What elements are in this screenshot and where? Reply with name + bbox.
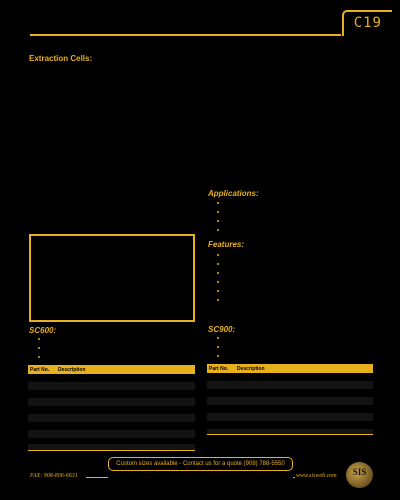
list-item — [217, 278, 223, 287]
list-item — [217, 199, 223, 208]
table-row — [207, 381, 373, 389]
fax-number: FAX: 908-806-6631 — [30, 473, 78, 479]
column-header-description: Description — [58, 366, 86, 373]
table-row — [207, 397, 373, 405]
table-row — [207, 389, 373, 397]
sc600-title: SC600: — [29, 326, 57, 335]
column-header-part-no: Part No. — [30, 366, 50, 373]
table-row — [28, 382, 195, 390]
applications-list — [217, 199, 223, 235]
features-list — [217, 251, 223, 305]
list-item — [38, 335, 44, 344]
table-row — [28, 390, 195, 398]
list-item — [217, 269, 223, 278]
product-image-frame — [29, 234, 195, 322]
list-item — [217, 287, 223, 296]
table-row — [207, 421, 373, 429]
column-header-description: Description — [237, 365, 265, 372]
sc900-parts-table — [207, 364, 373, 435]
list-item — [217, 260, 223, 269]
table-row — [207, 373, 373, 381]
extraction-cells-title: Extraction Cells: — [29, 54, 93, 63]
list-item — [38, 353, 44, 362]
logo-text: SIS — [352, 467, 367, 477]
table-row — [207, 405, 373, 413]
table-bottom-rule — [28, 450, 195, 451]
sc900-title: SC900: — [208, 325, 236, 334]
sc600-list — [38, 335, 44, 362]
list-item — [217, 334, 223, 343]
company-logo — [346, 462, 373, 488]
sc600-parts-table — [28, 365, 195, 451]
table-row — [28, 422, 195, 430]
table-row — [28, 406, 195, 414]
list-item — [217, 352, 223, 361]
table-row — [28, 398, 195, 406]
header-rule — [30, 34, 341, 36]
list-item — [217, 296, 223, 305]
list-item — [38, 344, 44, 353]
list-item — [217, 251, 223, 260]
table-header — [207, 364, 373, 373]
applications-title: Applications: — [208, 189, 259, 198]
list-item — [217, 343, 223, 352]
table-row — [28, 374, 195, 382]
list-item — [217, 217, 223, 226]
column-header-part-no: Part No. — [209, 365, 229, 372]
custom-sizes-note: Custom sizes available - Contact us for a quote (908) 788-5550 — [108, 457, 293, 471]
table-row — [28, 430, 195, 438]
page-code-tab — [342, 10, 392, 36]
footer-rule-left — [86, 477, 108, 478]
sc900-list — [217, 334, 223, 361]
features-title: Features: — [208, 240, 245, 249]
list-item — [217, 208, 223, 217]
website-link[interactable]: www.sisweb.com — [296, 473, 337, 479]
table-bottom-rule — [207, 434, 373, 435]
page-code: C19 — [353, 15, 382, 31]
list-item — [217, 226, 223, 235]
table-row — [28, 414, 195, 422]
table-header — [28, 365, 195, 374]
table-row — [207, 413, 373, 421]
footer-rule-right — [293, 477, 295, 478]
